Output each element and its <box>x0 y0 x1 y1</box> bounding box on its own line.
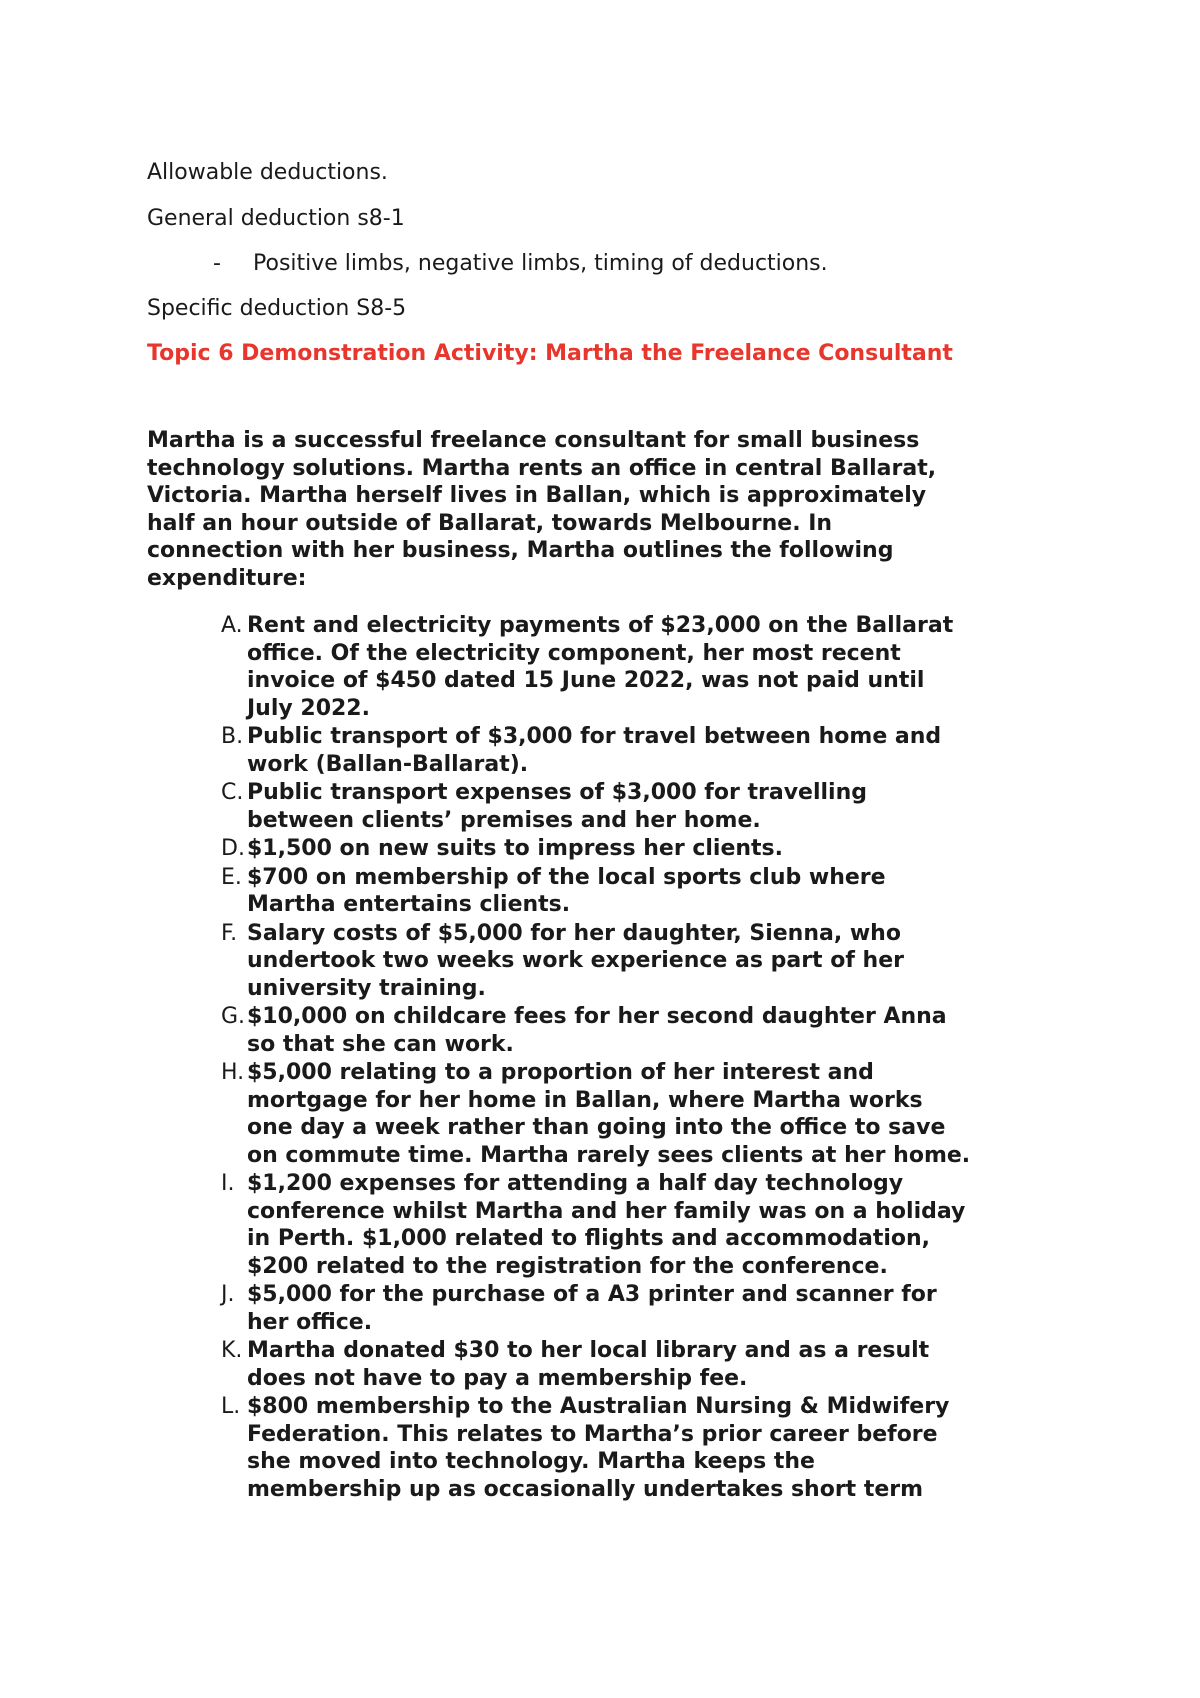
expense-item <box>147 920 1067 1003</box>
expense-item-text: $5,000 relating to a proportion of her interest and mortgage for her home in Ballan, where Martha works one day a week rather than going into the office to save on commute time. Martha rarely sees clients at her home. <box>247 1060 971 1168</box>
expense-item <box>147 835 1067 863</box>
expense-item <box>147 779 1067 834</box>
expense-item-text: Salary costs of $5,000 for her daughter, Sienna, who undertook two weeks work experience as part of her university training. <box>247 920 904 1001</box>
expense-item-text: $700 on membership of the local sports club where Martha entertains clients. <box>247 864 886 917</box>
expense-item <box>147 1393 1067 1503</box>
expense-item-label: A. <box>221 613 243 638</box>
expense-item-label: J. <box>221 1282 235 1307</box>
expense-item-text: $5,000 for the purchase of a A3 printer and scanner for her office. <box>247 1282 937 1335</box>
document-page <box>147 160 1067 1519</box>
expense-item <box>147 612 1067 722</box>
expense-item-label: B. <box>221 724 244 749</box>
expense-item <box>147 1170 1067 1280</box>
expense-item <box>147 723 1067 778</box>
expense-item-label: H. <box>221 1060 245 1085</box>
expense-item <box>147 1281 1067 1336</box>
expense-item <box>147 864 1067 919</box>
expense-item-label: E. <box>221 864 242 890</box>
bullet-item <box>147 251 1067 277</box>
specific-deduction-line: Specific deduction S8-5 <box>147 296 407 321</box>
expense-item-label: G. <box>221 1004 246 1029</box>
bullet-text: Positive limbs, negative limbs, timing of deductions. <box>253 251 828 276</box>
activity-title: Topic 6 Demonstration Activity: Martha the Freelance Consultant <box>147 341 953 366</box>
notes-heading: Allowable deductions. <box>147 160 388 185</box>
expense-item-text: $1,200 expenses for attending a half day technology conference whilst Martha and her family was on a holiday in Perth. $1,000 related to flights and accommodation, $200 related to the registration for the conference. <box>247 1171 966 1279</box>
expense-item-label: I. <box>221 1171 235 1196</box>
expense-list <box>147 612 1067 1503</box>
expense-item-label: K. <box>221 1338 243 1363</box>
bullet-dash: - <box>213 251 221 276</box>
general-deduction-line: General deduction s8-1 <box>147 206 405 231</box>
activity-intro: Martha is a successful freelance consultant for small business technology solutions. Martha rents an office in central Ballarat, Victoria. Martha herself lives in Ballan, which is approximately half an hour outside of Ballarat, towards Melbourne. In connection with her business, Martha outlines the following expenditure: <box>147 428 937 591</box>
expense-item-text: Public transport expenses of $3,000 for travelling between clients’ premises and her home. <box>247 780 867 833</box>
expense-item-label: L. <box>221 1394 241 1419</box>
expense-item-text: $1,500 on new suits to impress her clients. <box>247 836 784 861</box>
expense-item-text: Rent and electricity payments of $23,000 on the Ballarat office. Of the electricity component, her most recent invoice of $450 dated 15 June 2022, was not paid until July 2022. <box>247 613 954 721</box>
expense-item-text: Public transport of $3,000 for travel between home and work (Ballan-Ballarat). <box>247 724 942 777</box>
expense-item-text: Martha donated $30 to her local library and as a result does not have to pay a membership fee. <box>247 1338 930 1391</box>
expense-item <box>147 1003 1067 1058</box>
expense-item-label: C. <box>221 780 244 805</box>
expense-item-text: $800 membership to the Australian Nursing & Midwifery Federation. This relates to Martha’s prior career before she moved into technology. Martha keeps the membership up as occasionally undertakes short term <box>247 1394 950 1502</box>
expense-item-label: D. <box>221 836 245 861</box>
expense-item <box>147 1337 1067 1392</box>
expense-item-text: $10,000 on childcare fees for her second daughter Anna so that she can work. <box>247 1004 947 1057</box>
expense-item <box>147 1059 1067 1169</box>
expense-item-label: F. <box>221 920 238 946</box>
